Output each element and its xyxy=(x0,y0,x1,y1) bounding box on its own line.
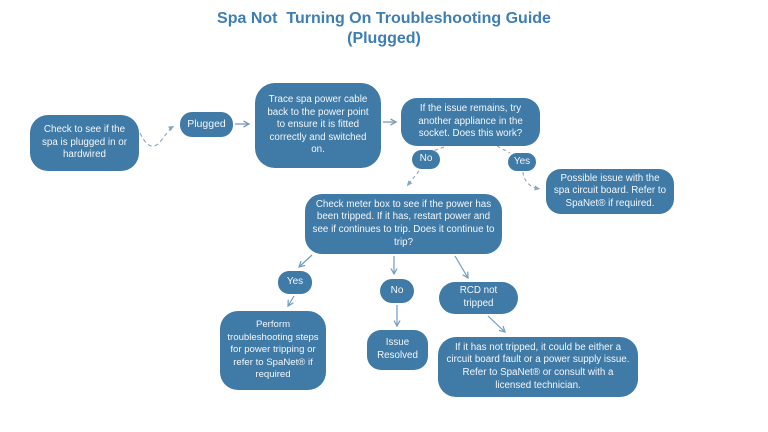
node-no-1-label: No xyxy=(419,153,433,165)
edge-rcd-to-not-tripped-fault xyxy=(488,316,505,332)
node-no-2-label: No xyxy=(390,284,404,296)
node-issue-resolved xyxy=(367,330,428,370)
node-no-2 xyxy=(380,279,414,303)
node-perform-troubleshooting-label: Perform troubleshooting steps for power tripping or refer to SpaNet® if required xyxy=(227,319,319,381)
node-rcd-not-tripped-label: RCD not tripped xyxy=(459,285,498,309)
node-yes-1 xyxy=(508,153,536,171)
node-perform-troubleshooting xyxy=(220,311,326,390)
edge-check-meter-to-rcd xyxy=(455,256,468,278)
node-plugged-label: Plugged xyxy=(187,118,226,131)
diagram-title-line2: (Plugged) xyxy=(347,30,421,47)
node-rcd-not-tripped xyxy=(439,282,518,314)
node-plugged xyxy=(180,112,233,137)
node-no-1 xyxy=(412,150,440,169)
node-try-appliance-label: If the issue remains, try another appliance in the socket. Does this work? xyxy=(418,103,523,140)
node-yes-1-label: Yes xyxy=(513,155,531,167)
node-trace-cable-label: Trace spa power cable back to the power point to ensure it is fitted correctly and switched on. xyxy=(267,94,369,156)
node-check-meter xyxy=(305,194,502,254)
edge-check-meter-to-yes2 xyxy=(299,255,312,267)
node-not-tripped-fault xyxy=(438,337,638,397)
edge-check-plugged-to-plugged xyxy=(140,126,174,146)
edge-yes2-to-perform xyxy=(288,296,294,306)
edge-yes1-to-circuit-board xyxy=(523,172,540,189)
edge-no1-to-check-meter xyxy=(407,171,419,186)
node-check-plugged-label: Check to see if the spa is plugged in or hardwired xyxy=(42,124,127,161)
node-circuit-board-label: Possible issue with the spa circuit board. Refer to SpaNet® if required. xyxy=(553,172,667,209)
node-not-tripped-fault-label: If it has not tripped, it could be either a circuit board fault or a power supply issue. Refer to SpaNet® or consult with a licensed technician. xyxy=(446,341,630,391)
node-check-plugged xyxy=(30,115,139,171)
node-yes-2 xyxy=(278,271,312,294)
node-try-appliance xyxy=(401,98,540,146)
node-yes-2-label: Yes xyxy=(286,276,304,288)
node-issue-resolved-label: Issue Resolved xyxy=(377,337,418,361)
edge-try-appliance-to-yes1 xyxy=(497,146,510,153)
node-check-meter-label: Check meter box to see if the power has been tripped. If it has, restart power and see if continues to trip. Does it continue to trip? xyxy=(312,198,495,248)
diagram-title-line1: Spa Not Turning On Troubleshooting Guide xyxy=(217,10,551,27)
node-circuit-board xyxy=(546,169,674,214)
node-trace-cable xyxy=(255,83,381,168)
